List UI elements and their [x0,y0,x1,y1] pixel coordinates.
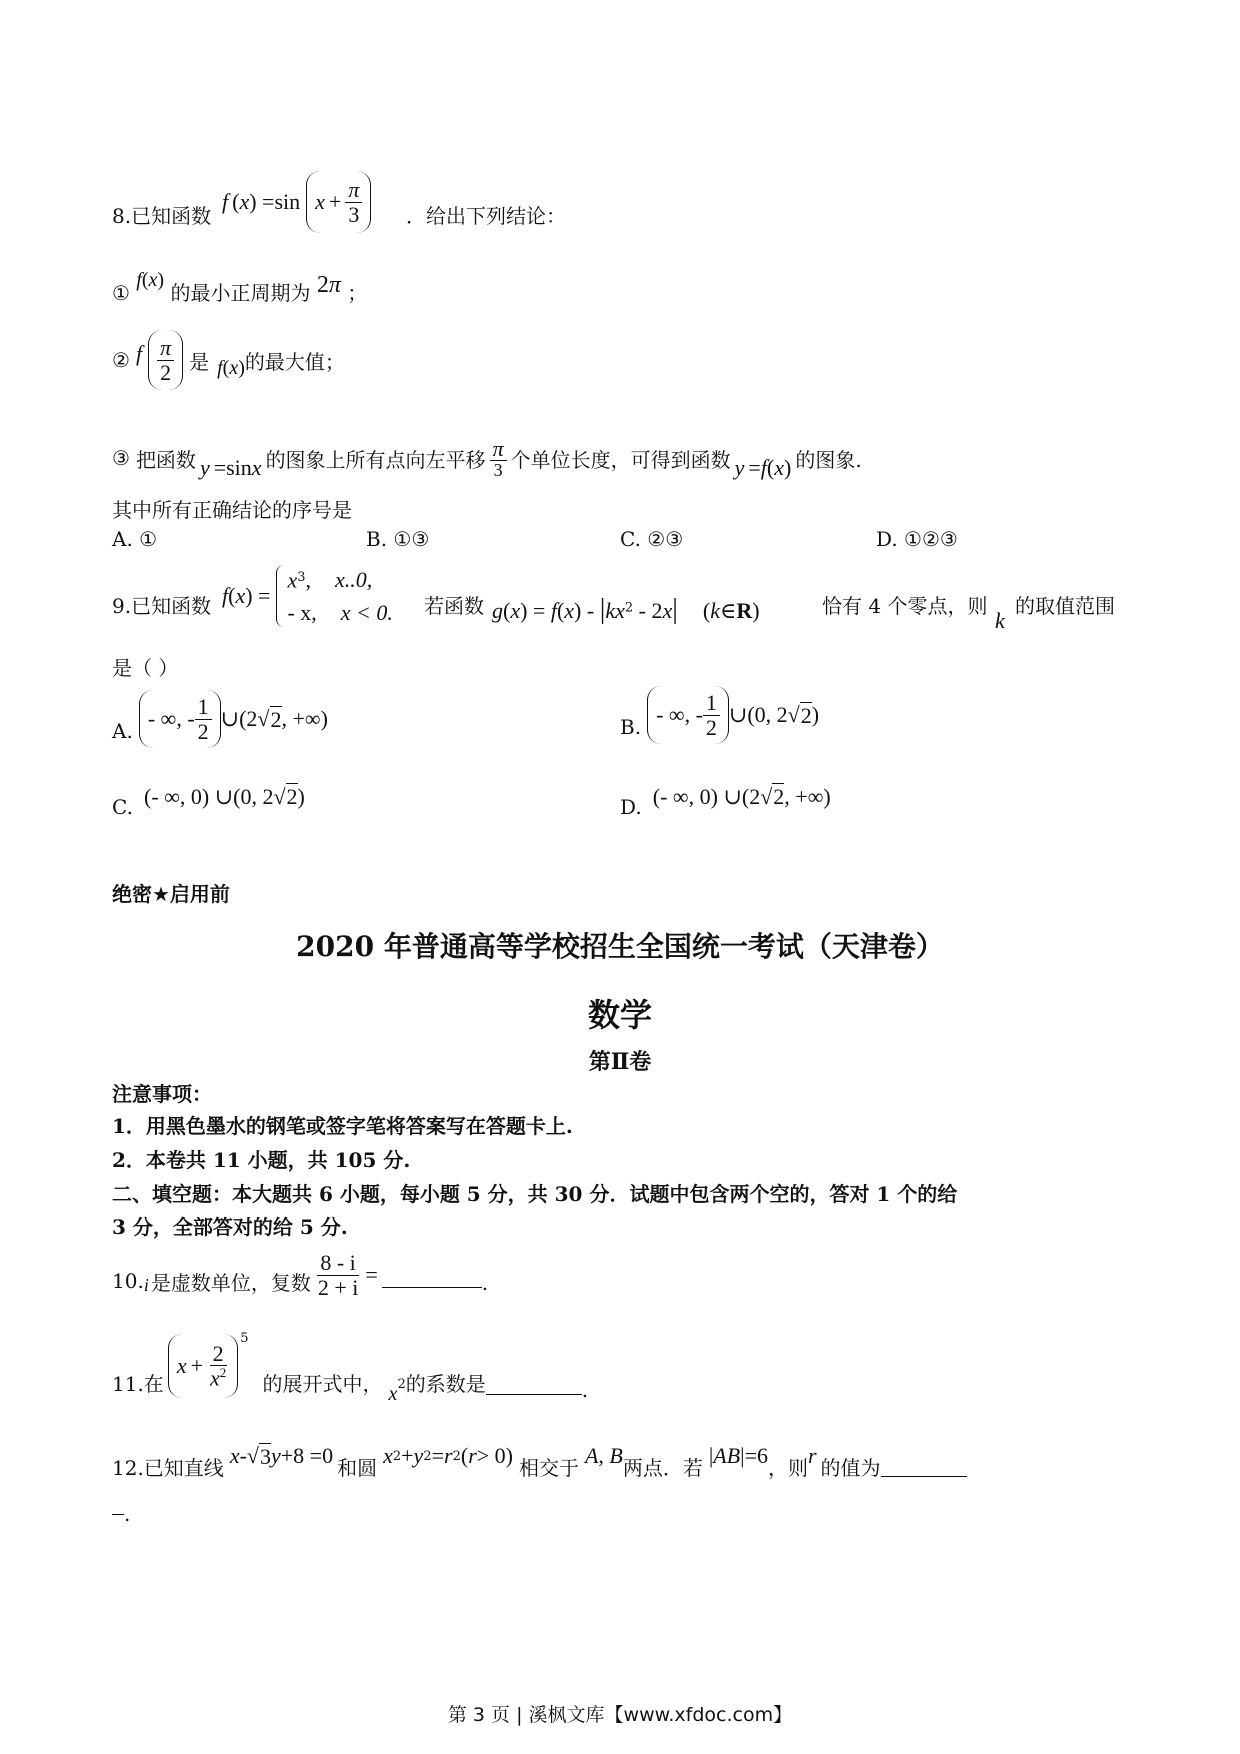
section-heading-2: 3 分，全部答对的给 5 分. [112,1215,348,1239]
q8-option-c: C. ②③ [620,527,684,551]
q9-text1: 若函数 [424,594,484,618]
q9-option-c: C. (- ∞, 0) ∪(0, 2√2) [112,784,305,819]
q9-stem: 9.已知函数 [112,594,212,618]
q8-formula: f ( x ) =sin x + $\frac{\pi}{3}$ [222,167,371,237]
notice-2: 2．本卷共 11 小题，共 105 分. [112,1148,411,1172]
q8-option-b: B. ①③ [366,527,430,551]
q9-text4: 是（ ） [112,656,179,680]
q10-answer-blank[interactable] [382,1286,482,1288]
q12-continued: . [112,1502,130,1526]
notice-title: 注意事项： [112,1082,212,1106]
notice-1: 1．用黑色墨水的钢笔或签字笔将答案写在答题卡上. [112,1114,573,1138]
q9-text3: 的取值范围 [1015,594,1115,618]
q9-k: k [995,608,1005,633]
q8-conclusion-3: ③ 把函数 y =sin x 的图象上所有点向左平移 $\frac{\pi}{3}$ 个单位长度，可得到函数 y = f ( x ) 的图象. [112,435,862,480]
q8-ask: 其中所有正确结论的序号是 [112,498,352,522]
volume-title: 第Ⅱ卷 [588,1049,652,1075]
q11: 11.在 x + $\frac{2}{x^2}$ 5 的展开式中， x 2 的系数是 . [112,1330,589,1405]
q8-stem-suffix: ．给出下列结论： [406,204,566,228]
subject-title: 数学 [587,996,652,1034]
secret-mark: 绝密★启用前 [112,882,230,906]
q9-option-b: B. - ∞, - $\frac{1}{2}$ ∪(0, 2 √ 2 ) [620,684,819,746]
q11-answer-blank[interactable] [486,1393,582,1395]
q9-piecewise: f ( x ) = $x^3$, x..0, - x, x < 0. [222,560,393,632]
q9-option-d: D. (- ∞, 0) ∪(2√2, +∞) [620,784,831,819]
q12-answer-blank[interactable] [881,1475,967,1477]
q8-conclusion-1: ① f(x) 的最小正周期为 2π ； [112,269,368,305]
q8-option-a: A. ① [112,527,158,551]
q12: 12.已知直线 x - √ 3 y +8 =0 和圆 x 2 + y 2 = r 2 ( r > 0) 相交于 A, B 两点．若 | AB |=6 ，则 r 的值为 [112,1436,967,1476]
q9-gx: $g(x) = f(x) - |kx^2 - 2x|$ (k∈R) [492,594,760,625]
page-footer: 第 3 页 | 溪枫文库【www.xfdoc.com】 [447,1704,793,1726]
q8-stem: 8.已知函数 [112,204,212,228]
exam-title: 2020 年普通高等学校招生全国统一考试（天津卷） [296,930,944,963]
section-heading: 二、填空题：本大题共 6 小题，每小题 5 分，共 30 分．试题中包含两个空的，答对 1 个的给 [112,1182,958,1206]
q10: 10. i 是虚数单位，复数 $\frac{8 - i}{2 + i}$ = . [112,1250,489,1300]
q8-conclusion-2: ② f $\frac{\pi}{2}$ 是 f ( x ) 的最大值； [112,325,345,395]
q9-option-a: A. - ∞, - $\frac{1}{2}$ ∪(2 √ 2 , +∞) [112,688,328,750]
q9-text2: 恰有 4 个零点，则 [822,594,988,618]
q8-option-d: D. ①②③ [876,527,958,551]
